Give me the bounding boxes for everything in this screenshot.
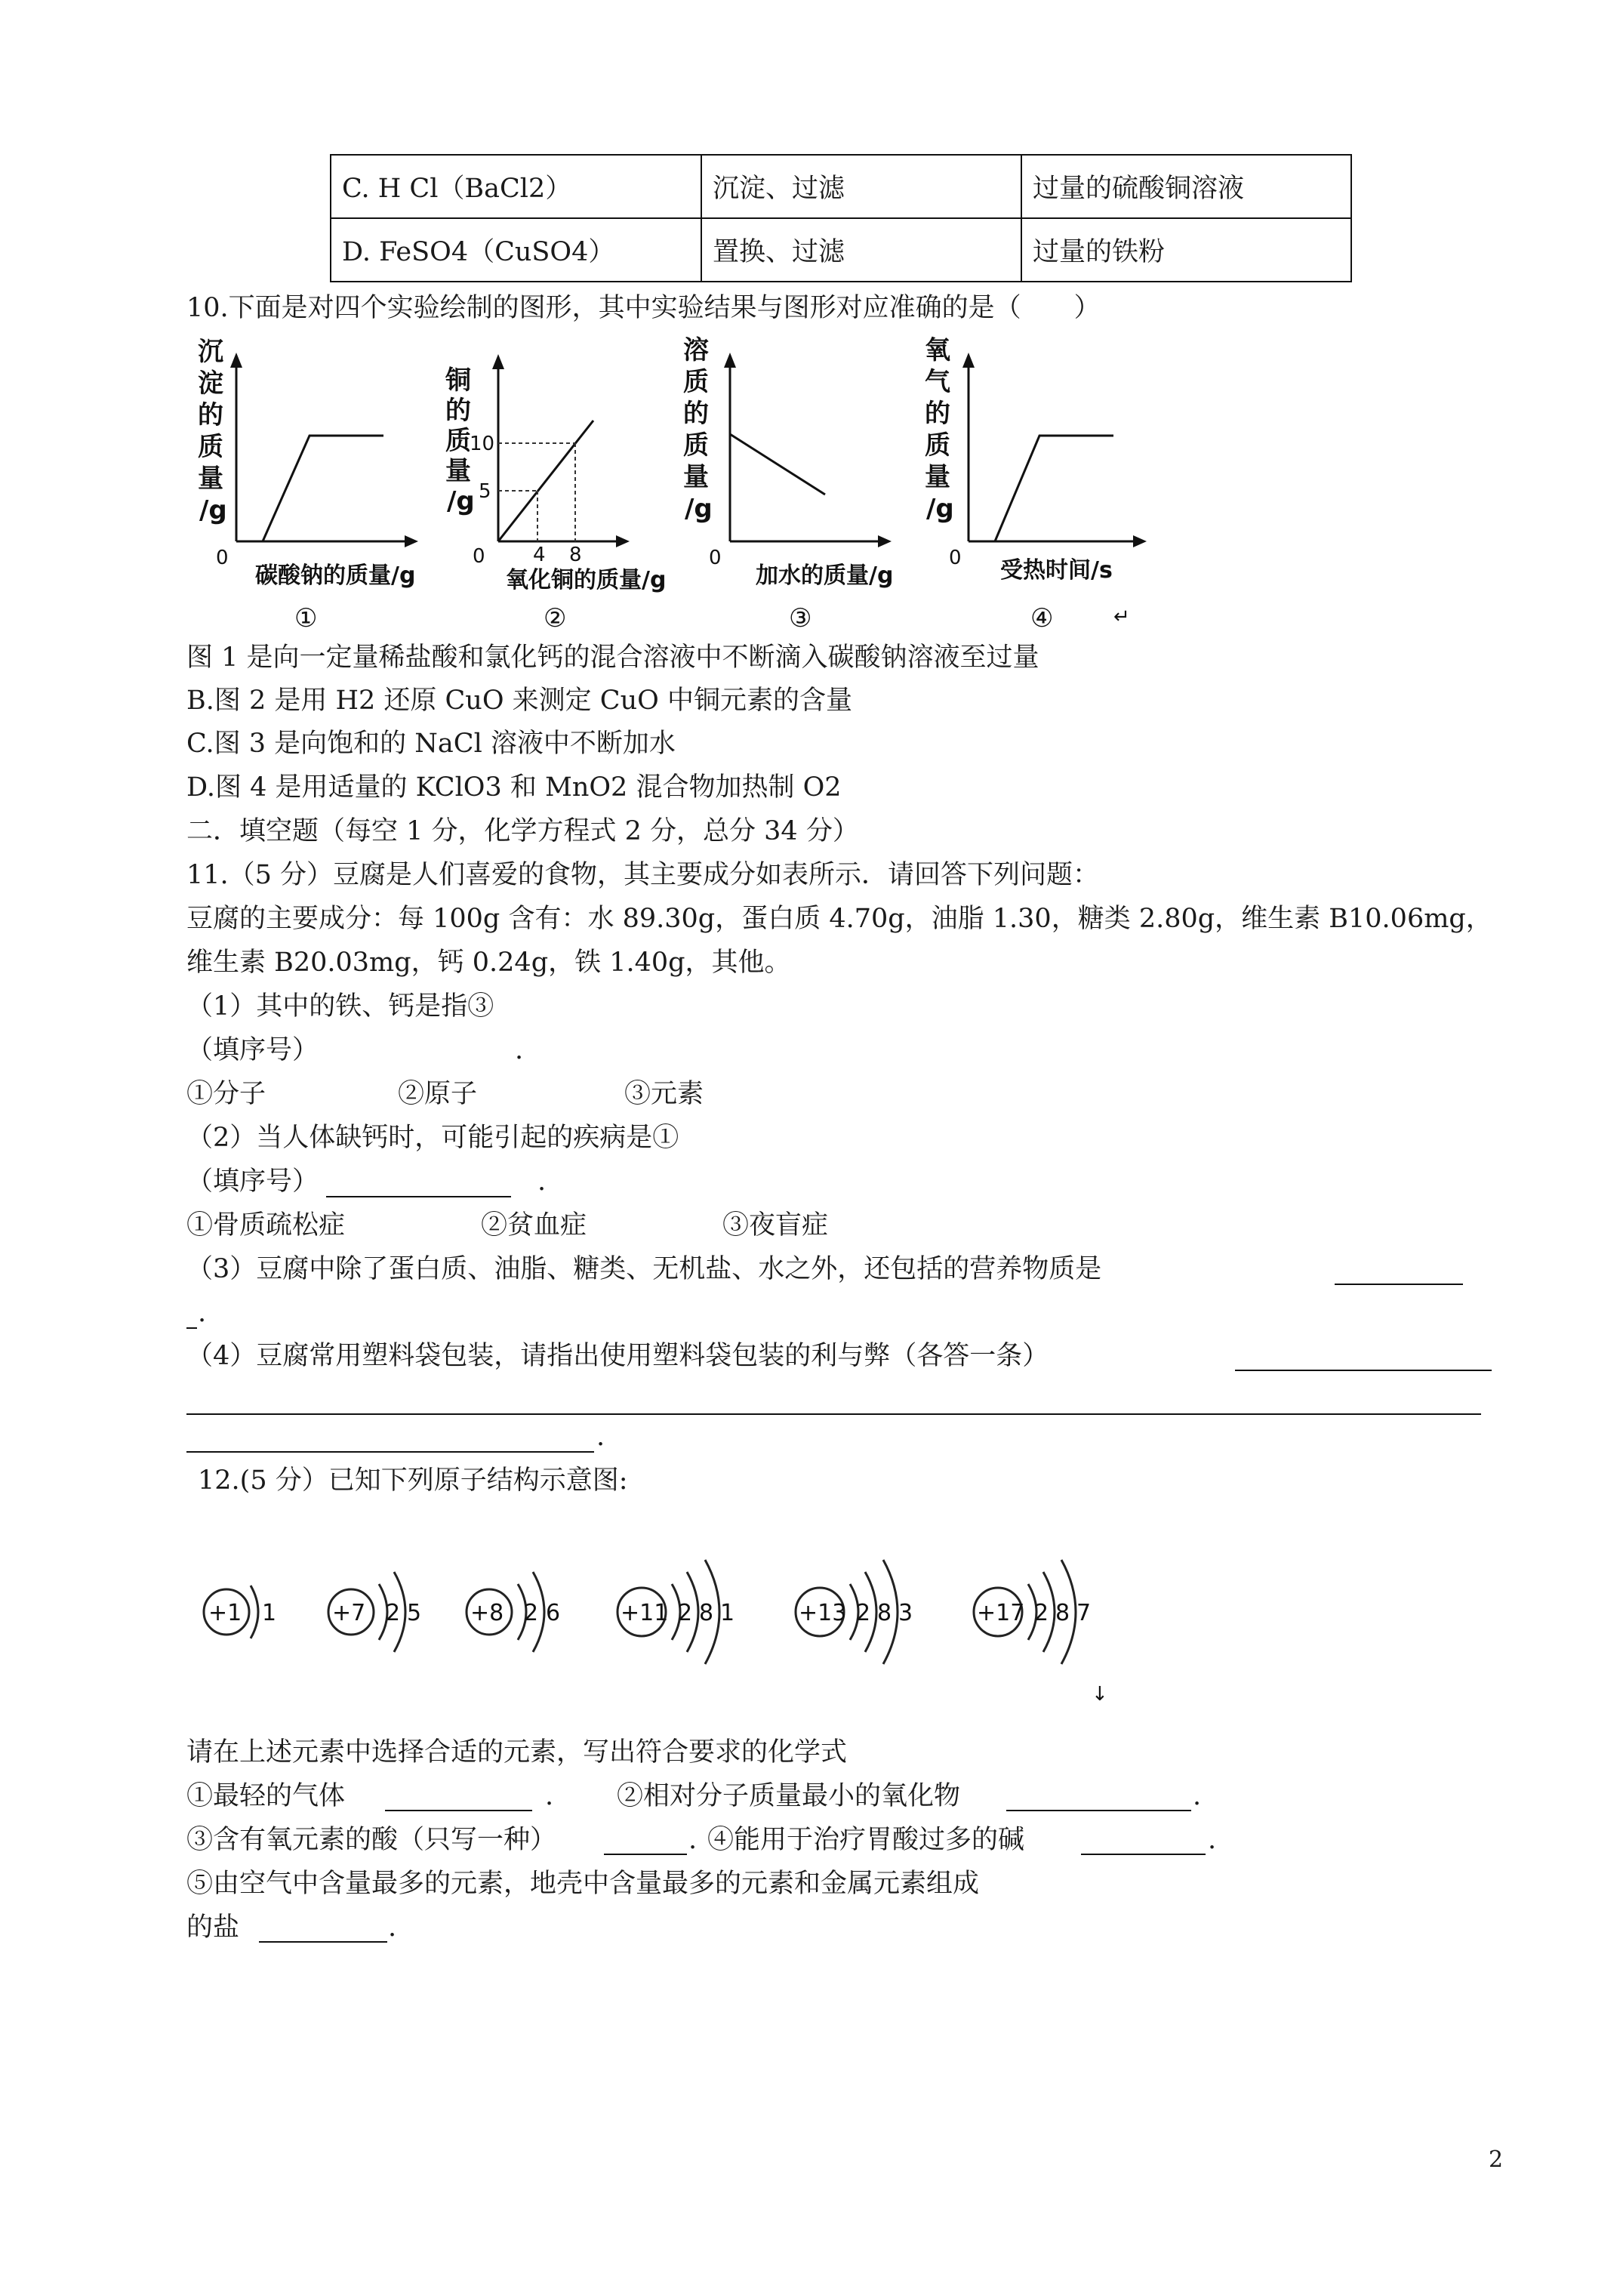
atom-diagrams <box>189 1525 1170 1706</box>
graph-1-curve <box>263 436 383 541</box>
ylabel-char: /g <box>926 494 954 524</box>
q11-part-3: （3）豆腐中除了蛋白质、油脂、糖类、无机盐、水之外，还包括的营养物质是 <box>186 1254 1102 1284</box>
graph-2-xlabel: 氧化铜的质量/g <box>506 567 667 593</box>
period: . <box>545 1781 554 1811</box>
ylabel-char: 质 <box>925 430 950 461</box>
graph-4-number: ④ <box>1030 603 1054 633</box>
section-2-heading: 二．填空题（每空 1 分，化学方程式 2 分，总分 34 分） <box>186 816 859 846</box>
q11-part-2: （2）当人体缺钙时，可能引起的疾病是① <box>186 1123 679 1153</box>
ylabel-char: 铜 <box>445 365 471 396</box>
q12-item-2: ②相对分子质量最小的氧化物 <box>617 1781 961 1811</box>
ylabel-char: 质 <box>445 426 471 456</box>
shell-electrons: 3 <box>898 1600 913 1626</box>
q12-item-5-cont: 的盐 <box>186 1912 240 1943</box>
origin-label: 0 <box>709 547 722 569</box>
answer-blank[interactable] <box>186 1327 197 1329</box>
answer-blank[interactable] <box>186 1413 1481 1415</box>
q11-part-4: （4）豆腐常用塑料袋包装，请指出使用塑料袋包装的利与弊（各答一条） <box>186 1341 1049 1371</box>
period: . <box>388 1912 397 1943</box>
ylabel-char: 量 <box>198 464 223 494</box>
ylabel-char: 质 <box>198 432 223 462</box>
answer-blank[interactable] <box>1006 1810 1191 1811</box>
q11-part-2-option-1: ①骨质疏松症 <box>186 1210 346 1240</box>
table-cell: 沉淀、过滤 <box>701 155 1021 218</box>
graph-4-ylabel <box>925 335 954 524</box>
graph-3-number: ③ <box>789 603 812 633</box>
shell-electrons: 1 <box>720 1600 735 1626</box>
nucleus-label: +13 <box>799 1600 847 1626</box>
ylabel-char: 量 <box>683 462 709 492</box>
table-cell: C. H Cl（BaCl2） <box>331 155 701 218</box>
shell-electrons: 8 <box>877 1600 892 1626</box>
ylabel-char: 溶 <box>683 335 709 365</box>
shell-electrons: 5 <box>407 1600 422 1626</box>
nucleus-label: +17 <box>977 1600 1025 1626</box>
period: . <box>1193 1781 1202 1811</box>
shell-electrons: 1 <box>262 1600 277 1626</box>
q11-part-1-option-1: ①分子 <box>186 1079 266 1109</box>
answer-blank[interactable] <box>1235 1370 1492 1371</box>
nucleus-label: +1 <box>208 1600 242 1626</box>
graph-3-ylabel <box>683 335 713 524</box>
q11-part-2-option-3: ③夜盲症 <box>722 1210 829 1240</box>
down-arrow-icon: ↓ <box>1092 1683 1108 1706</box>
q11-part-1-option-2: ②原子 <box>398 1079 478 1109</box>
q11-composition-line-1: 豆腐的主要成分：每 100g 含有：水 89.30g，蛋白质 4.70g，油脂 1.30，糖类 2.80g，维生素 B10.06mg， <box>186 904 1492 934</box>
origin-label: 0 <box>949 547 962 569</box>
shell-electrons: 2 <box>856 1600 871 1626</box>
period: . <box>515 1035 524 1065</box>
answer-blank[interactable] <box>385 1810 532 1811</box>
table-cell: 过量的硫酸铜溶液 <box>1021 155 1351 218</box>
answer-blank[interactable] <box>326 1196 511 1197</box>
graph-1-number: ① <box>294 603 318 633</box>
graph-2 <box>445 336 672 638</box>
q10-option-d: D.图 4 是用适量的 KClO3 和 MnO2 混合物加热制 O2 <box>186 772 842 803</box>
q11-part-2-hint: （填序号） <box>186 1166 319 1197</box>
q11-part-1-option-3: ③元素 <box>624 1079 704 1109</box>
origin-label: 0 <box>216 547 229 569</box>
graph-4-xlabel: 受热时间/s <box>1000 557 1113 584</box>
ylabel-char: /g <box>685 494 713 524</box>
ylabel-char: 质 <box>683 430 709 461</box>
period: . <box>537 1166 547 1197</box>
ylabel-char: 量 <box>925 462 950 492</box>
ylabel-char: 的 <box>925 399 950 429</box>
graph-1 <box>189 336 415 638</box>
period: . <box>688 1825 698 1855</box>
period: . <box>1208 1825 1217 1855</box>
ylabel-char: 气 <box>925 367 950 397</box>
tick-x-4: 4 <box>533 544 546 566</box>
period: . <box>198 1298 207 1328</box>
ylabel-char: 淀 <box>198 368 223 399</box>
answer-blank[interactable] <box>604 1854 687 1855</box>
graph-2-number: ② <box>544 603 567 633</box>
ylabel-char: 量 <box>445 456 471 486</box>
shell-electrons: 2 <box>386 1600 401 1626</box>
q10-option-a: 图 1 是向一定量稀盐酸和氯化钙的混合溶液中不断滴入碳酸钠溶液至过量 <box>186 643 1039 673</box>
ylabel-char: 质 <box>683 367 709 397</box>
tick-y-10: 10 <box>470 433 495 455</box>
answer-blank[interactable] <box>186 1451 594 1453</box>
graph-2-line <box>498 421 593 541</box>
shell-electrons: 2 <box>678 1600 693 1626</box>
table-cell: D. FeSO4（CuSO4） <box>331 218 701 282</box>
graph-1-ylabel <box>198 337 227 525</box>
q12-instruction: 请在上述元素中选择合适的元素，写出符合要求的化学式 <box>186 1737 848 1767</box>
ylabel-char: /g <box>199 495 227 525</box>
ylabel-char: 氧 <box>925 335 950 365</box>
ylabel-char: 沉 <box>198 337 223 367</box>
table-row <box>331 155 1351 218</box>
graph-3 <box>683 336 910 638</box>
q12-item-4: ④能用于治疗胃酸过多的碱 <box>707 1825 1025 1855</box>
answer-blank[interactable] <box>1335 1284 1463 1285</box>
q11-part-1: （1）其中的铁、钙是指③ <box>186 991 494 1022</box>
graph-4-curve <box>995 436 1113 541</box>
shell-electrons: 6 <box>546 1600 561 1626</box>
table-cell: 置换、过滤 <box>701 218 1021 282</box>
q11-composition-line-2: 维生素 B20.03mg，钙 0.24g，铁 1.40g，其他。 <box>186 948 791 978</box>
table-cell: 过量的铁粉 <box>1021 218 1351 282</box>
ylabel-char: 的 <box>198 400 223 430</box>
page-number: 2 <box>1489 2147 1504 2173</box>
graph-1-xlabel: 碳酸钠的质量/g <box>255 562 416 589</box>
question-12-stem: 12.(5 分）已知下列原子结构示意图: <box>198 1465 628 1496</box>
answer-blank[interactable] <box>259 1941 387 1943</box>
q10-option-c: C.图 3 是向饱和的 NaCl 溶液中不断加水 <box>186 729 676 759</box>
question-11-stem: 11.（5 分）豆腐是人们喜爱的食物，其主要成分如表所示．请回答下列问题： <box>186 860 1100 890</box>
table-row <box>331 218 1351 282</box>
nucleus-label: +7 <box>332 1600 366 1626</box>
shell-electrons: 2 <box>524 1600 539 1626</box>
q12-item-1: ①最轻的气体 <box>186 1781 346 1811</box>
shell-electrons: 8 <box>1055 1600 1070 1626</box>
return-mark-icon: ↵ <box>1113 606 1130 628</box>
nucleus-label: +8 <box>470 1600 504 1626</box>
nucleus-label: +11 <box>621 1600 669 1626</box>
q11-part-2-option-2: ②贫血症 <box>481 1210 587 1240</box>
answer-blank[interactable] <box>1081 1854 1206 1855</box>
period: . <box>596 1422 605 1452</box>
graph-3-xlabel: 加水的质量/g <box>756 562 894 589</box>
ylabel-char: /g <box>447 486 475 516</box>
shell-electrons: 8 <box>699 1600 714 1626</box>
ylabel-char: 的 <box>683 399 709 429</box>
shell-electrons: 2 <box>1034 1600 1049 1626</box>
tick-x-8: 8 <box>569 544 582 566</box>
options-table <box>330 154 1352 282</box>
shell-electrons: 7 <box>1076 1600 1092 1626</box>
ylabel-char: 的 <box>445 396 471 426</box>
q12-item-5: ⑤由空气中含量最多的元素，地壳中含量最多的元素和金属元素组成 <box>186 1869 980 1899</box>
origin-label: 0 <box>473 545 485 568</box>
graph-4 <box>925 336 1181 638</box>
q11-part-1-hint: （填序号） <box>186 1035 319 1065</box>
graph-3-line <box>730 434 825 495</box>
question-10-stem: 10.下面是对四个实验绘制的图形，其中实验结果与图形对应准确的是（ ） <box>186 293 1101 323</box>
q12-item-3: ③含有氧元素的酸（只写一种） <box>186 1825 557 1855</box>
tick-y-5: 5 <box>479 480 491 503</box>
q10-option-b: B.图 2 是用 H2 还原 CuO 来测定 CuO 中铜元素的含量 <box>186 686 852 716</box>
